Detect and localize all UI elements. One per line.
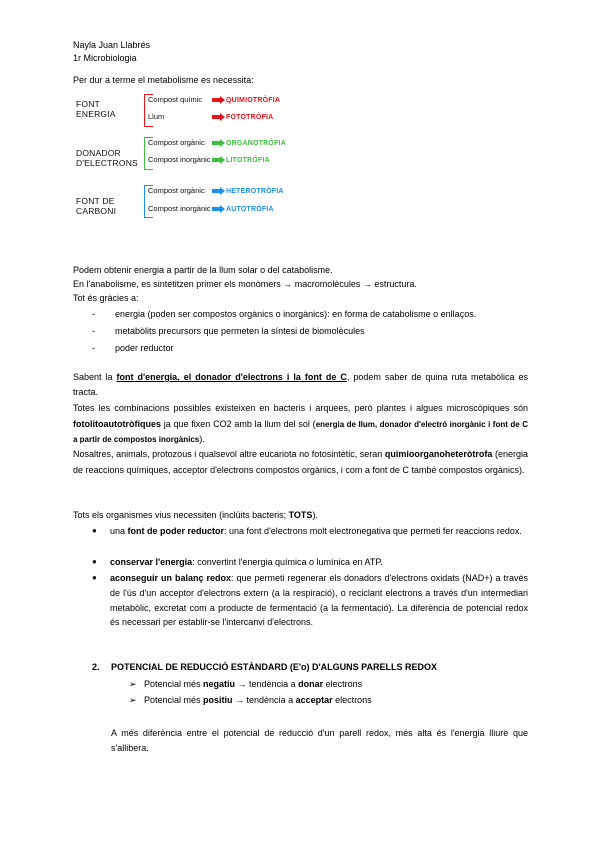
- metabolism-diagram: [74, 88, 289, 226]
- diagram-row-light: Llum FOTOTRÒFIA: [148, 112, 274, 121]
- paragraph-humans: Nosaltres, animals, protozous i qualsevol altre eucariota no fotosintètic, seran quimioorganoheteròtrofa (energia de reaccions químiques, acceptor d'electrons compostos orgànics, i com a font de C també compostos orgànics).: [73, 449, 528, 475]
- author-name: Nayla Juan Llabrés: [73, 40, 151, 50]
- paragraph-anabolism: En l'anabolisme, es sintetitzen primer els monòmers → macromolècules → estructura.: [73, 279, 417, 289]
- diagram-row-chemical: Compost químic QUIMIOTRÒFIA: [148, 95, 281, 104]
- arrowhead-bullet-icon: ➢: [129, 695, 137, 705]
- list-item: - poder reductor: [92, 343, 174, 353]
- diagram-row-inorganic-carbon: Compost inorgànic AUTOTRÒFIA: [148, 204, 274, 213]
- list-item: - energia (poden ser compostos orgànics o inorgànics): en forma de catabolisme o enllaços.: [92, 309, 477, 319]
- category-electron-donor: DONADOR D'ELECTRONS: [76, 148, 138, 168]
- intro-text: Per dur a terme el metabolisme es necessita:: [73, 75, 254, 85]
- list-item: ➢ Potencial més positiu → tendència a acceptar electrons: [129, 695, 372, 705]
- arrow-right-icon: [212, 204, 226, 214]
- arrow-right-icon: [212, 186, 226, 196]
- paragraph-free-energy: A més diferència entre el potencial de reducció d'un parell redox, més alta és l'energia lliure que s'allibera.: [111, 728, 528, 753]
- arrow-right-icon: [212, 155, 226, 165]
- paragraph-thanks-to: Tot és gràcies a:: [73, 293, 139, 303]
- list-item: ● una font de poder reductor: una font d'electrons molt electronegativa que permeti fer reaccions redox.: [92, 526, 522, 536]
- paragraph-energy-sources: Podem obtenir energia a partir de la llum solar o del catabolisme.: [73, 265, 333, 275]
- list-item: ● conservar l'energia: convertint l'energia química o lumínica en ATP.: [92, 557, 383, 567]
- list-item: ➢ Potencial més negatiu → tendència a donar electrons: [129, 679, 363, 689]
- arrowhead-bullet-icon: ➢: [129, 679, 137, 689]
- diagram-row-inorganic-donor: Compost inorgànic LITOTRÒFIA: [148, 155, 270, 164]
- list-item: ● aconseguir un balanç redox: que permeti regenerar els donadors d'electrons oxidats (NAD+) a través de l'ús d'un acceptor d'electrons extern (a la respiració), o reciclant electrons a través d'un intermediari metabòlic, excretat com a producte de fermentació (a la fermentació). La diferència de potencial redox és necessari per establir-se l'intercanvi d'electrons.: [92, 573, 528, 628]
- arrow-right-icon: [212, 138, 226, 148]
- arrow-right-icon: [212, 112, 226, 122]
- diagram-row-organic-carbon: Compost orgànic HETEROTRÒFIA: [148, 186, 284, 195]
- arrow-right-icon: [212, 95, 226, 105]
- category-energy: FONT ENERGIA: [76, 99, 116, 119]
- paragraph-all-organisms: Tots els organismes vius necessiten (inclüits bacteris; TOTS).: [73, 510, 318, 520]
- paragraph-combinations: Totes les combinacions possibles existeixen en bacteris i arquees, però plantes i algues microscòpiques són fotolitoautotròfiques ja que fixen CO2 amb la llum del sol (energia de llum, donador d'electró inorgànic i font de C a partir de compostos inorgànics).: [73, 403, 528, 444]
- section-title: 2. POTENCIAL DE REDUCCIÓ ESTÀNDARD (E'o) D'ALGUNS PARELLS REDOX: [92, 662, 437, 672]
- paragraph-metabolic-route: Sabent la font d'energia, el donador d'electrons i la font de C, podem saber de quina ruta metabòlica es tracta.: [73, 372, 528, 397]
- list-item: - metabòlits precursors que permeten la síntesi de biomolècules: [92, 326, 365, 336]
- diagram-row-organic-donor: Compost orgànic ORGANOTRÒFIA: [148, 138, 286, 147]
- course-name: 1r Microbiologia: [73, 53, 137, 63]
- category-carbon-source: FONT DE CARBONI: [76, 196, 117, 216]
